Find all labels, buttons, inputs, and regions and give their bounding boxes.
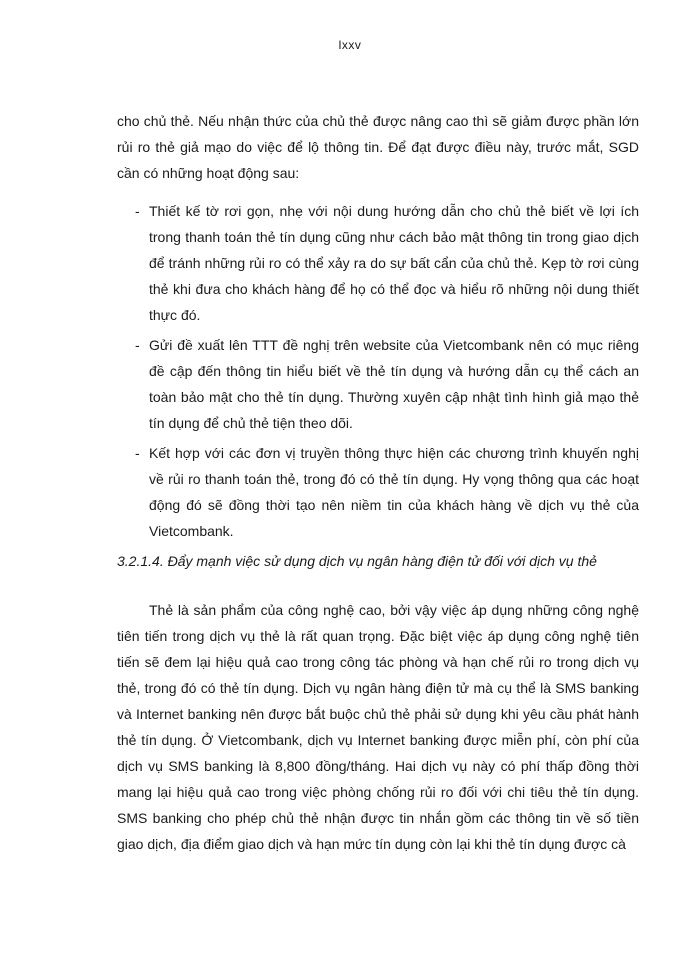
- list-item: [117, 332, 639, 436]
- list-item: [117, 198, 639, 328]
- intro-paragraph: cho chủ thẻ. Nếu nhận thức của chủ thẻ được nâng cao thì sẽ giảm được phần lớn rủi ro thẻ giả mạo do việc để lộ thông tin. Để đạt được điều này, trước mắt, SGD cần có những hoạt động sau:: [117, 113, 639, 181]
- section-heading: 3.2.1.4. Đẩy mạnh việc sử dụng dịch vụ ngân hàng điện tử đối với dịch vụ thẻ: [117, 553, 597, 569]
- page-number: lxxv: [338, 38, 362, 52]
- bullet-text: Gửi đề xuất lên TTT đề nghị trên website của Vietcombank nên có mục riêng đề cập đến thông tin hiểu biết về thẻ tín dụng và hướng dẫn cụ thể cách an toàn bảo mật cho thẻ tín dụng. Thường xuyên cập nhật tình hình giả mạo thẻ tín dụng để chủ thẻ tiện theo dõi.: [149, 337, 639, 431]
- bullet-marker: -: [135, 337, 140, 353]
- bullet-list: [117, 198, 639, 548]
- bullet-text: Thiết kế tờ rơi gọn, nhẹ với nội dung hướng dẫn cho chủ thẻ biết về lợi ích trong thanh toán thẻ tín dụng cũng như cách bảo mật thông tin trong giao dịch để tránh những rủi ro có thể xảy ra do sự bất cẩn của chủ thẻ. Kẹp tờ rơi cùng thẻ khi đưa cho khách hàng để họ có thể đọc và hiểu rõ những nội dung thiết thực đó.: [149, 203, 639, 323]
- list-item: [117, 440, 639, 544]
- body-paragraph: [117, 597, 639, 857]
- body-paragraph-text: Thẻ là sản phẩm của công nghệ cao, bởi vậy việc áp dụng những công nghệ tiên tiến trong dịch vụ thẻ là rất quan trọng. Đặc biệt việc áp dụng công nghệ tiên tiến sẽ đem lại hiệu quả cao trong công tác phòng và hạn chế rủi ro trong dịch vụ thẻ, trong đó có thẻ tín dụng. Dịch vụ ngân hàng điện tử mà cụ thể là SMS banking và Internet banking nên được bắt buộc chủ thẻ phải sử dụng khi yêu cầu phát hành thẻ tín dụng. Ở Vietcombank, dịch vụ Internet banking được miễn phí, còn phí của dịch vụ SMS banking là 8,800 đồng/tháng. Hai dịch vụ này có phí thấp đồng thời mang lại hiệu quả cao trong việc phòng chống rủi ro đối với chi tiêu thẻ tín dụng. SMS banking cho phép chủ thẻ nhận được tin nhắn gồm các thông tin về số tiền giao dịch, địa điểm giao dịch và hạn mức tín dụng còn lại khi thẻ tín dụng được cà: [117, 602, 639, 852]
- bullet-text: Kết hợp với các đơn vị truyền thông thực hiện các chương trình khuyến nghị về rủi ro thanh toán thẻ, trong đó có thẻ tín dụng. Hy vọng thông qua các hoạt động đó sẽ đồng thời tạo nên niềm tin của khách hàng về dịch vụ thẻ của Vietcombank.: [149, 445, 639, 539]
- bullet-marker: -: [135, 203, 140, 219]
- bullet-marker: -: [135, 445, 140, 461]
